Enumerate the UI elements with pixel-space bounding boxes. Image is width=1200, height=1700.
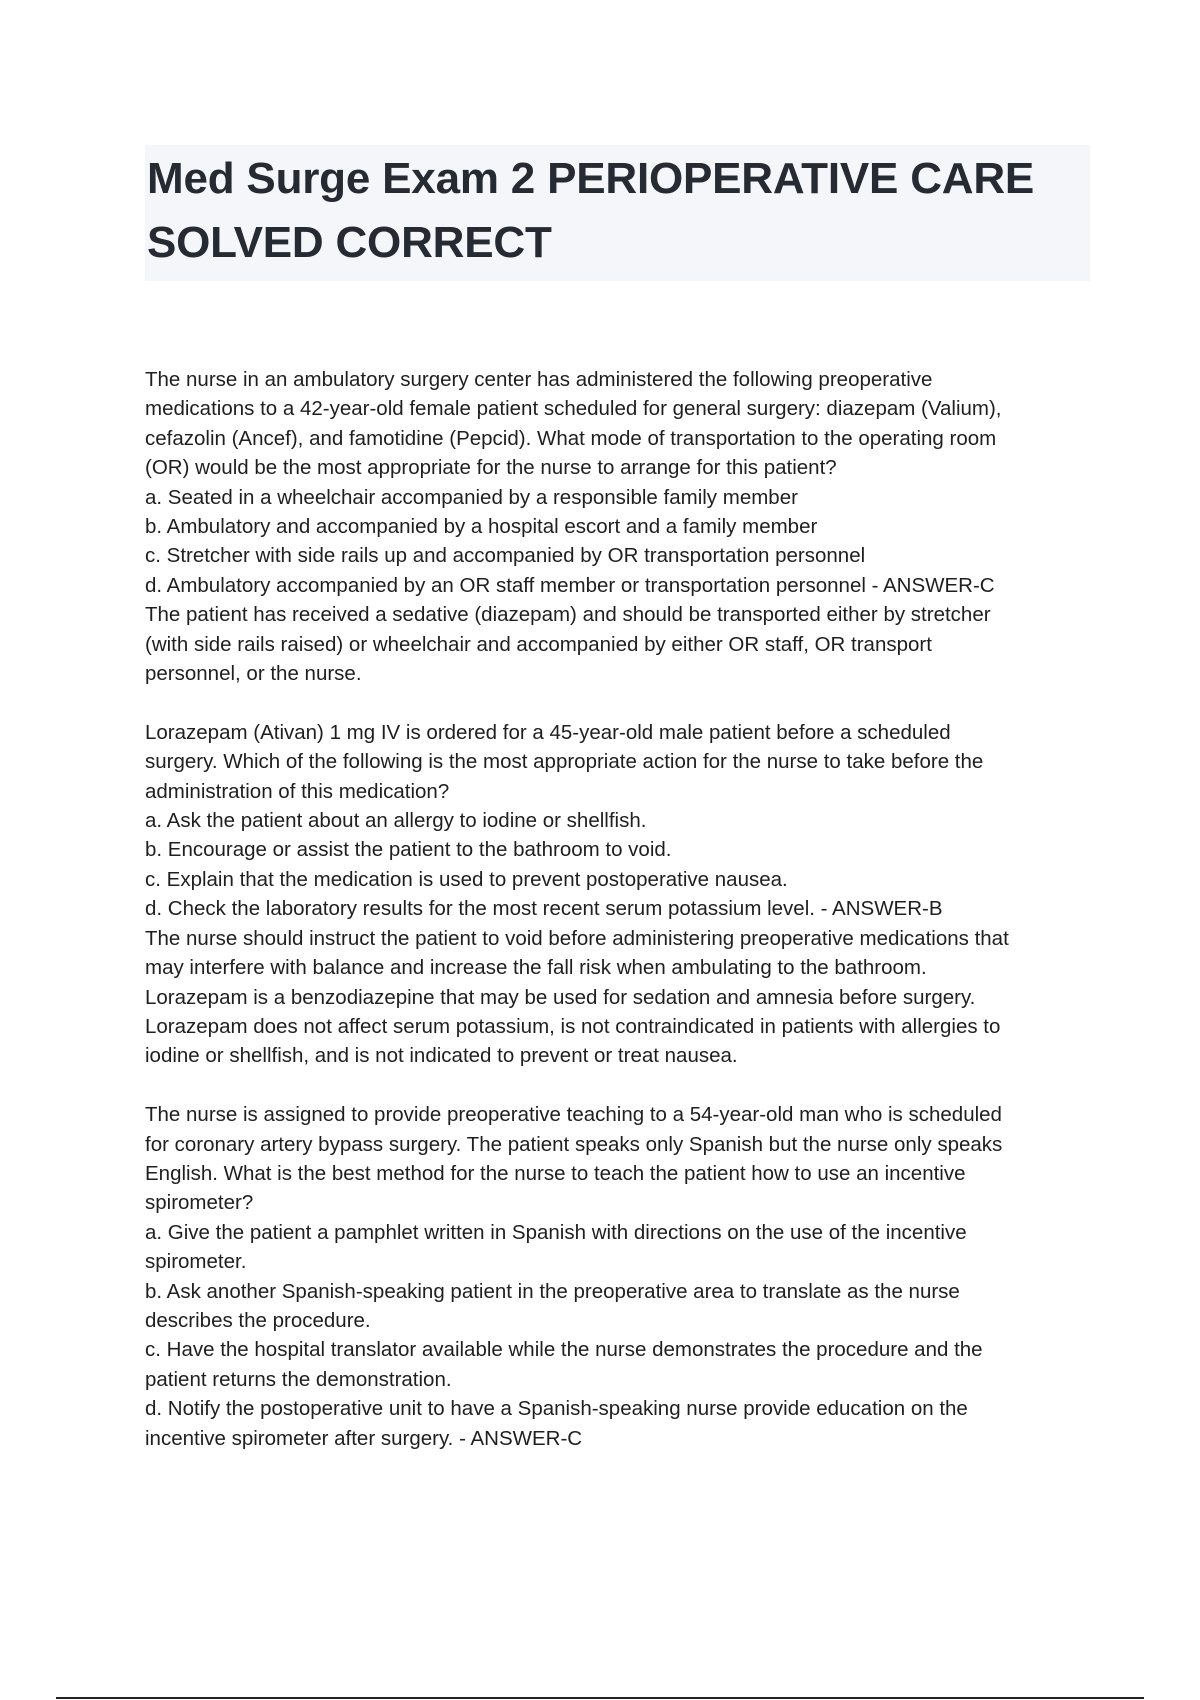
- question-text: surgery. Which of the following is the most appropriate action for the nurse to take before the: [145, 750, 984, 774]
- rationale-text: (with side rails raised) or wheelchair and accompanied by either OR staff, OR transport: [145, 632, 932, 656]
- question-text: (OR) would be the most appropriate for the nurse to arrange for this patient?: [145, 456, 837, 480]
- rationale-text: iodine or shellfish, and is not indicated to prevent or treat nausea.: [145, 1044, 738, 1068]
- document-body: [145, 365, 1095, 1482]
- answer-option: c. Explain that the medication is used to prevent postoperative nausea.: [145, 867, 788, 891]
- answer-option: b. Ambulatory and accompanied by a hospital escort and a family member: [145, 515, 818, 539]
- rationale-text: Lorazepam is a benzodiazepine that may be used for sedation and amnesia before surgery.: [145, 985, 976, 1009]
- question-block-2: [145, 718, 1095, 1071]
- question-text: The nurse in an ambulatory surgery center has administered the following preoperative: [145, 368, 933, 391]
- question-text: medications to a 42-year-old female patient scheduled for general surgery: diazepam (Valium),: [145, 397, 1002, 421]
- footer-divider: [56, 1697, 1144, 1699]
- answer-option: a. Give the patient a pamphlet written in Spanish with directions on the use of the incentive: [145, 1220, 967, 1244]
- question-text: spirometer?: [145, 1191, 254, 1215]
- answer-option: a. Seated in a wheelchair accompanied by a responsible family member: [145, 485, 798, 509]
- question-text: The nurse is assigned to provide preoperative teaching to a 54-year-old man who is scheduled: [145, 1103, 1002, 1127]
- rationale-text: The nurse should instruct the patient to void before administering preoperative medications that: [145, 926, 1009, 950]
- question-block-3: [145, 1100, 1095, 1453]
- title-block: [145, 145, 1090, 281]
- title-line: Med Surge Exam 2 PERIOPERATIVE CARE: [147, 154, 1035, 203]
- answer-option: d. Notify the postoperative unit to have a Spanish-speaking nurse provide education on the: [145, 1397, 968, 1421]
- answer-option: b. Encourage or assist the patient to the bathroom to void.: [145, 838, 672, 862]
- rationale-text: personnel, or the nurse.: [145, 662, 362, 686]
- answer-option: patient returns the demonstration.: [145, 1367, 452, 1391]
- answer-option: spirometer.: [145, 1250, 247, 1274]
- answer-option: c. Have the hospital translator available while the nurse demonstrates the procedure and the: [145, 1338, 983, 1362]
- answer-option: d. Check the laboratory results for the most recent serum potassium level. - ANSWER-B: [145, 897, 943, 921]
- rationale-text: Lorazepam does not affect serum potassium, is not contraindicated in patients with allergies to: [145, 1014, 1001, 1038]
- question-text: for coronary artery bypass surgery. The patient speaks only Spanish but the nurse only speaks: [145, 1132, 1003, 1156]
- answer-option: d. Ambulatory accompanied by an OR staff member or transportation personnel - ANSWER-C: [145, 573, 995, 597]
- question-text: Lorazepam (Ativan) 1 mg IV is ordered for a 45-year-old male patient before a scheduled: [145, 720, 951, 744]
- document-title: [147, 145, 1090, 275]
- title-line: SOLVED CORRECT: [147, 218, 552, 267]
- answer-option: a. Ask the patient about an allergy to iodine or shellfish.: [145, 809, 647, 833]
- question-text: English. What is the best method for the nurse to teach the patient how to use an incentive: [145, 1161, 966, 1185]
- answer-option: c. Stretcher with side rails up and accompanied by OR transportation personnel: [145, 544, 866, 568]
- question-text: cefazolin (Ancef), and famotidine (Pepcid). What mode of transportation to the operating room: [145, 426, 997, 450]
- rationale-text: may interfere with balance and increase the fall risk when ambulating to the bathroom.: [145, 956, 927, 980]
- answer-option: b. Ask another Spanish-speaking patient in the preoperative area to translate as the nurse: [145, 1279, 960, 1303]
- question-text: administration of this medication?: [145, 779, 450, 803]
- question-block-1: [145, 365, 1095, 688]
- answer-option: incentive spirometer after surgery. - ANSWER-C: [145, 1426, 583, 1450]
- rationale-text: The patient has received a sedative (diazepam) and should be transported either by stretcher: [145, 603, 991, 627]
- answer-option: describes the procedure.: [145, 1308, 371, 1332]
